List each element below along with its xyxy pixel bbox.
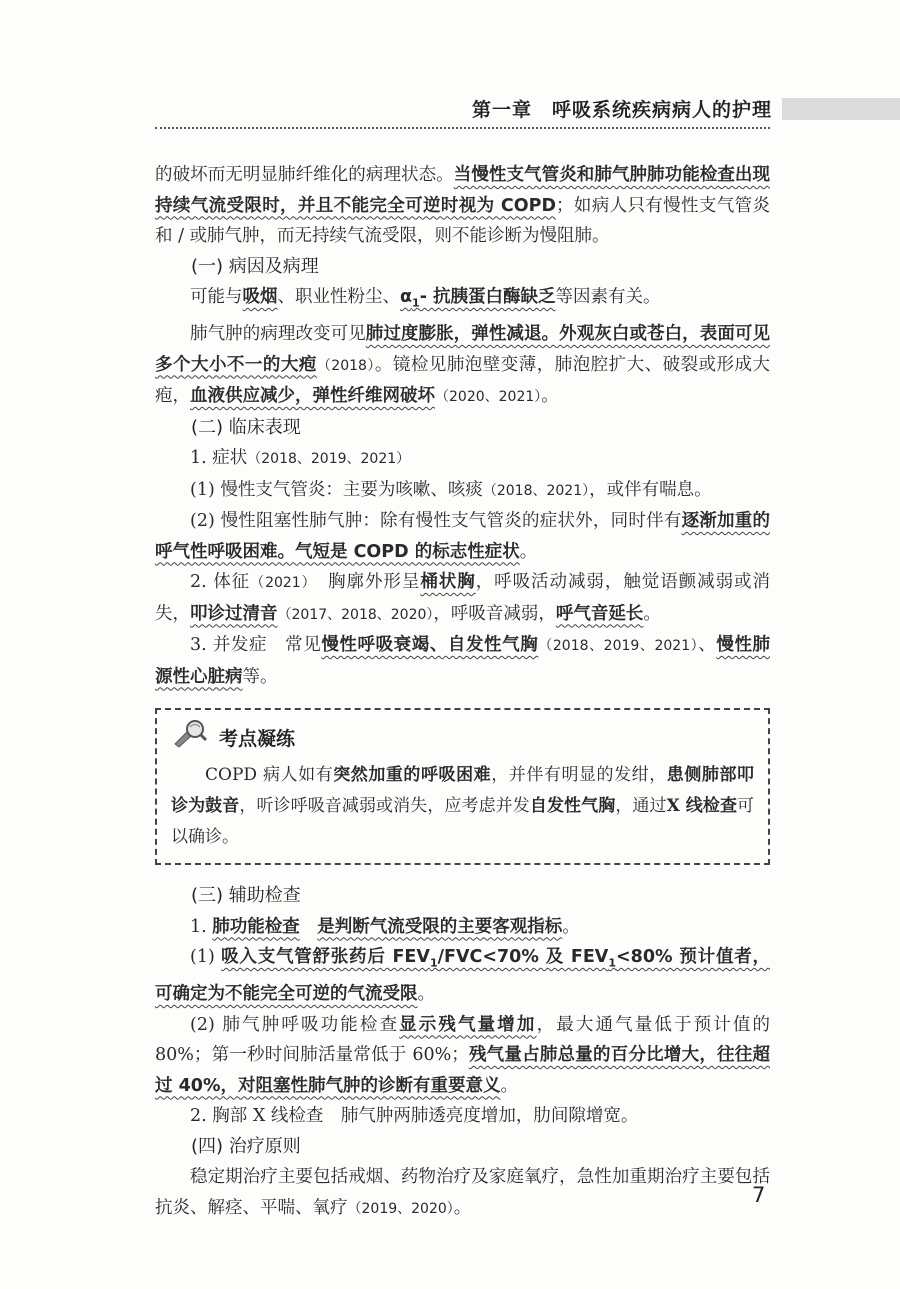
emphasis-text: 血液供应减少，弹性纤维网破坏 [190,386,435,406]
exam-year-citation: （2018、2019、2021） [247,451,411,467]
page-body [155,160,770,1224]
section-heading-treatment: (四) 治疗原则 [191,1135,301,1157]
lung-function-title: 1. 肺功能检查 是判断气流受限的主要客观指标。 [190,916,580,937]
exam-year-citation: （2018、2021） [482,482,590,499]
emphasis-text: 显示残气量增加 [399,1014,537,1035]
exam-year-citation: （2019、2020） [347,1200,454,1217]
emphasis-text: 患侧肺部叩诊为鼓音 [171,765,755,816]
exam-year-citation: （2018） [316,357,375,374]
emphasis-text: 呼气音延长 [555,603,644,624]
symptoms-title: 1. 症状（2018、2019、2021） [190,448,411,468]
section-heading-etiology: (一) 病因及病理 [191,255,319,277]
emphasis-text: 是判断气流受限的主要客观指标 [317,916,563,937]
signs-paragraph: 2. 体征（2021） 胸廓外形呈桶状胸，呼吸活动减弱，触觉语颤减弱或消失，叩诊过清音（2017、2018、2020），呼吸音减弱，呼气音延长。 [155,572,770,624]
running-header-title: 第一章 呼吸系统疾病病人的护理 [471,99,772,121]
emphasis-text: 当慢性支气管炎和肺气肿肺功能检查出现持续气流受限时，并且不能完全可逆时视为 COPD [155,165,770,216]
key-point-text: COPD 病人如有突然加重的呼吸困难，并伴有明显的发绀，患侧肺部叩诊为鼓音，听诊呼吸音减弱或消失，应考虑并发自发性气胸，通过X 线检查可以确诊。 [171,765,755,847]
emphasis-text: 自发性气胸 [529,796,616,816]
pathology-paragraph: 肺气肿的病理改变可见肺过度膨胀，弹性减退。外观灰白或苍白，表面可见多个大小不一的大疱（2018）。镜检见肺泡壁变薄，肺泡腔扩大、破裂或形成大疱，血液供应减少，弹性纤维网破坏（2020、2021）。 [155,324,770,406]
magnifier-pencil-icon [171,718,209,760]
exam-year-citation: （2021） [250,575,310,591]
page-number: 7 [752,1183,766,1207]
emphasis-text: 桶状胸 [420,572,476,592]
exam-year-citation: （2017、2018、2020） [277,606,434,623]
exam-year-citation: （2020、2021） [435,389,542,405]
emphasis-text: 残气量占肺总量的百分比增大，往往超过 40%，对阻塞性肺气肿的诊断有重要意义 [155,1045,770,1096]
etiology-paragraph: 可能与吸烟、职业性粉尘、$\alpha_1-$ 抗胰蛋白酶缺乏等因素有关。 [190,287,661,310]
header-divider [155,127,770,129]
emphasis-text: $\alpha_1-$ 抗胰蛋白酶缺乏 [400,287,556,310]
intro-paragraph: 的破坏而无明显肺纤维化的病理状态。当慢性支气管炎和肺气肿肺功能检查出现持续气流受限时，并且不能完全可逆时视为 COPD；如病人只有慢性支气管炎和 / 或肺气肿，而无持续气流受限，则不能诊断为慢阻肺。 [155,165,771,246]
emphasis-text: 吸入支气管舒张药后 $FEV_1/FVC<70\%$ 及 $FEV_1<80\%$ 预计值者，可确定为不能完全可逆的气流受限 [155,947,771,1004]
emphasis-text: 肺过度膨胀，弹性减退。外观灰白或苍白，表面可见多个大小不一的大疱 [155,324,770,375]
fev1-criterion: (1) 吸入支气管舒张药后 $FEV_1/FVC<70\%$ 及 $FEV_1<80\%$ 预计值者，可确定为不能完全可逆的气流受限。 [155,947,771,1004]
complications-paragraph: 3. 并发症 常见慢性呼吸衰竭、自发性气胸（2018、2019、2021）、慢性肺源性心脏病等。 [155,635,771,687]
emphasis-text: 慢性呼吸衰竭、自发性气胸 [321,635,539,655]
chest-xray-paragraph: 2. 胸部 X 线检查 肺气肿两肺透亮度增加，肋间隙增宽。 [190,1106,639,1126]
emphysema-lung-function: (2) 肺气肿呼吸功能检查显示残气量增加，最大通气量低于预计值的 80%；第一秒时间肺活量常低于 60%；残气量占肺总量的百分比增大，往往超过 40%，对阻塞性肺气肿的诊断有重要意义。 [155,1014,771,1096]
emphasis-text: 逐渐加重的呼气性呼吸困难。气短是 COPD 的标志性症状 [155,511,770,562]
emphasis-text: 肺功能检查 [212,916,300,937]
exam-year-citation: （2018、2019、2021） [538,638,699,654]
symptom-emphysema: (2) 慢性阻塞性肺气肿：除有慢性支气管炎的症状外，同时伴有逐渐加重的呼气性呼吸困难。气短是 COPD 的标志性症状。 [155,511,770,562]
section-heading-auxiliary-exam: (三) 辅助检查 [191,885,301,906]
emphasis-text: 吸烟 [242,287,278,307]
emphasis-text: 突然加重的呼吸困难 [333,765,492,785]
key-point-title: 考点凝练 [171,718,754,760]
symptom-bronchitis: (1) 慢性支气管炎：主要为咳嗽、咳痰（2018、2021），或伴有喘息。 [190,479,712,500]
header-tab-bar [782,98,900,120]
emphasis-text: X 线检查 [666,796,738,816]
emphasis-text: 慢性肺源性心脏病 [155,635,771,687]
key-point-box [155,708,770,865]
section-heading-clinical: (二) 临床表现 [191,416,301,438]
emphasis-text: 叩诊过清音 [190,603,278,624]
treatment-paragraph: 稳定期治疗主要包括戒烟、药物治疗及家庭氧疗，急性加重期治疗主要包括抗炎、解痉、平喘、氧疗（2019、2020）。 [155,1167,770,1218]
